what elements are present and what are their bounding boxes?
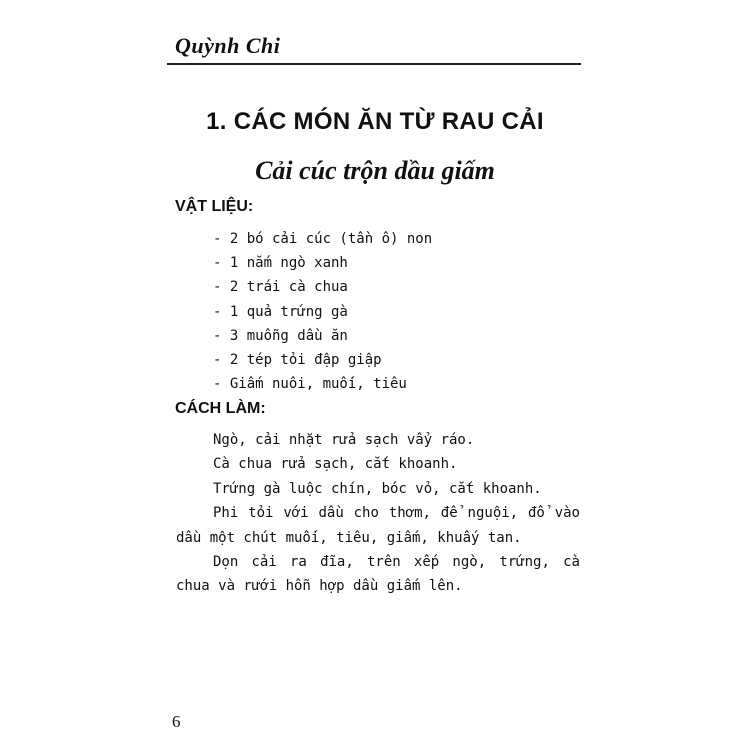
ingredient-item: - 2 trái cà chua	[213, 279, 348, 296]
ingredient-item: - 3 muỗng dầu ăn	[213, 327, 348, 344]
header-rule	[167, 63, 581, 65]
method-step: Ngò, cải nhặt rửa sạch vẩy ráo.	[213, 432, 475, 448]
ingredient-item: - 2 tép tỏi đập giập	[213, 351, 382, 368]
ingredient-item: - 1 quả trứng gà	[213, 303, 348, 320]
method-heading: CÁCH LÀM:	[175, 400, 266, 417]
method-step: Trứng gà luộc chín, bóc vỏ, cắt khoanh.	[213, 480, 542, 497]
ingredient-item: - 2 bó cải cúc (tần ô) non	[213, 231, 433, 247]
page-number: 6	[172, 712, 181, 731]
method-step: Cà chua rửa sạch, cắt khoanh.	[213, 456, 458, 473]
ingredient-item: - Giấm nuôi, muối, tiêu	[213, 376, 407, 393]
ingredients-heading: VẬT LIỆU:	[175, 198, 254, 215]
method-step: Dọn cải ra đĩa, trên xếp ngò, trứng, cà chua và rưới hỗn hợp dầu giấm lên.	[176, 554, 580, 595]
method-step: Phi tỏi với dầu cho thơm, để nguội, đổ vào dầu một chút muối, tiêu, giấm, khuấy tan.	[176, 505, 580, 546]
recipe-title: Cải cúc trộn dầu giấm	[255, 156, 495, 185]
running-head-author: Quỳnh Chi	[175, 33, 281, 58]
ingredients-list	[213, 227, 432, 396]
ingredient-item: - 1 nắm ngò xanh	[213, 255, 348, 272]
method-steps	[176, 428, 580, 599]
chapter-title: 1. CÁC MÓN ĂN TỪ RAU CẢI	[206, 108, 544, 135]
